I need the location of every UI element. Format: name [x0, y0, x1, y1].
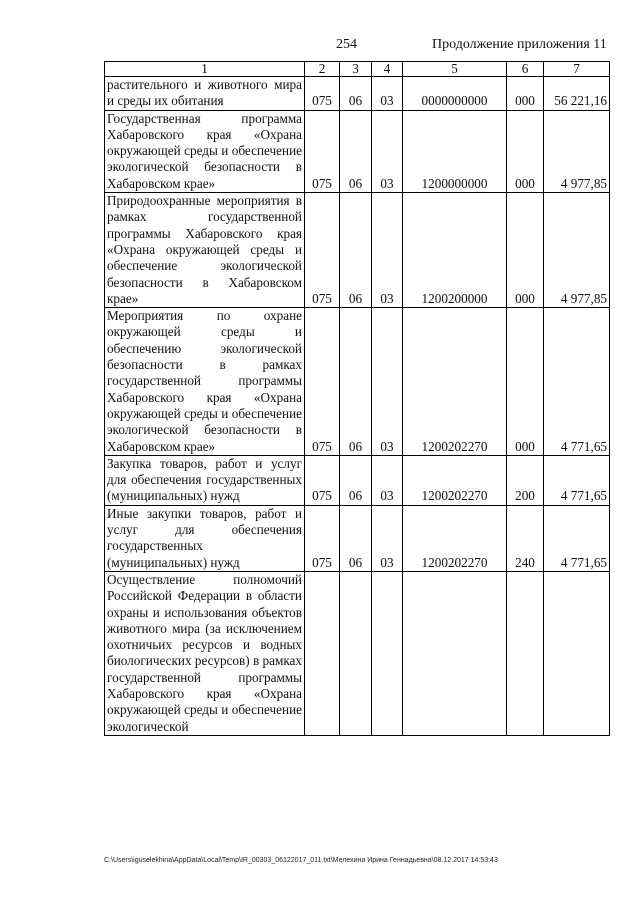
ministry-code [305, 571, 340, 735]
section-code: 06 [340, 455, 372, 505]
expense-type-code: 000 [507, 110, 544, 192]
column-header: 4 [372, 62, 403, 77]
ministry-code: 075 [305, 308, 340, 456]
table-row [105, 77, 610, 111]
subsection-code: 03 [372, 193, 403, 308]
appendix-continuation-label: Продолжение приложения 11 [432, 37, 607, 52]
target-article-code: 1200000000 [403, 110, 507, 192]
row-name: Осуществление полномочий Российской Федерации в области охраны и использования объектов животного мира (за исключением охотничьих ресурсов и водных биологических ресурсов) в рамках государственной программы Хабаровского края «Охрана окружающей среды и обеспечение экологической [105, 571, 305, 735]
target-article-code: 1200202270 [403, 505, 507, 571]
expense-type-code: 240 [507, 505, 544, 571]
row-name: Государственная программа Хабаровского края «Охрана окружающей среды и обеспечение экологической безопасности в Хабаровском крае» [105, 110, 305, 192]
ministry-code: 075 [305, 505, 340, 571]
column-header: 7 [544, 62, 610, 77]
target-article-code: 1200200000 [403, 193, 507, 308]
row-name: Иные закупки товаров, работ и услуг для обеспечения государственных (муниципальных) нужд [105, 505, 305, 571]
section-code [340, 571, 372, 735]
file-path-footer: C:\Users\iguselekhina\AppData\Local\Temp\IR_00303_06122017_011.txt\Мелехина Ирина Геннадьевна\08.12.2017 14:53:43 [104, 857, 498, 864]
amount [544, 571, 610, 735]
ministry-code: 075 [305, 193, 340, 308]
column-number-row [105, 62, 610, 77]
section-code: 06 [340, 193, 372, 308]
page-number: 254 [336, 37, 357, 52]
table-row [105, 110, 610, 192]
subsection-code: 03 [372, 308, 403, 456]
section-code: 06 [340, 110, 372, 192]
amount: 4 771,65 [544, 308, 610, 456]
column-header: 3 [340, 62, 372, 77]
budget-table [104, 61, 610, 736]
amount: 4 771,65 [544, 455, 610, 505]
section-code: 06 [340, 505, 372, 571]
ministry-code: 075 [305, 77, 340, 111]
column-header: 5 [403, 62, 507, 77]
amount: 4 977,85 [544, 193, 610, 308]
table-row [105, 505, 610, 571]
row-name: растительного и животного мира и среды их обитания [105, 77, 305, 111]
expense-type-code: 000 [507, 308, 544, 456]
subsection-code: 03 [372, 110, 403, 192]
row-name: Природоохранные мероприятия в рамках государственной программы Хабаровского края «Охрана окружающей среды и обеспечение экологической безопасности в Хабаровском крае» [105, 193, 305, 308]
column-header: 6 [507, 62, 544, 77]
expense-type-code [507, 571, 544, 735]
amount: 4 977,85 [544, 110, 610, 192]
subsection-code: 03 [372, 455, 403, 505]
expense-type-code: 200 [507, 455, 544, 505]
table-row [105, 193, 610, 308]
table-row [105, 455, 610, 505]
row-name: Мероприятия по охране окружающей среды и обеспечению экологической безопасности в рамках государственной программы Хабаровского края «Охрана окружающей среды и обеспечение экологической безопасности в Хабаровском крае» [105, 308, 305, 456]
row-name: Закупка товаров, работ и услуг для обеспечения государственных (муниципальных) нужд [105, 455, 305, 505]
target-article-code: 1200202270 [403, 308, 507, 456]
amount: 4 771,65 [544, 505, 610, 571]
column-header: 1 [105, 62, 305, 77]
target-article-code: 0000000000 [403, 77, 507, 111]
section-code: 06 [340, 77, 372, 111]
ministry-code: 075 [305, 455, 340, 505]
target-article-code: 1200202270 [403, 455, 507, 505]
expense-type-code: 000 [507, 77, 544, 111]
ministry-code: 075 [305, 110, 340, 192]
section-code: 06 [340, 308, 372, 456]
table-row [105, 308, 610, 456]
subsection-code [372, 571, 403, 735]
subsection-code: 03 [372, 77, 403, 111]
expense-type-code: 000 [507, 193, 544, 308]
subsection-code: 03 [372, 505, 403, 571]
column-header: 2 [305, 62, 340, 77]
amount: 56 221,16 [544, 77, 610, 111]
table-row [105, 571, 610, 735]
target-article-code [403, 571, 507, 735]
